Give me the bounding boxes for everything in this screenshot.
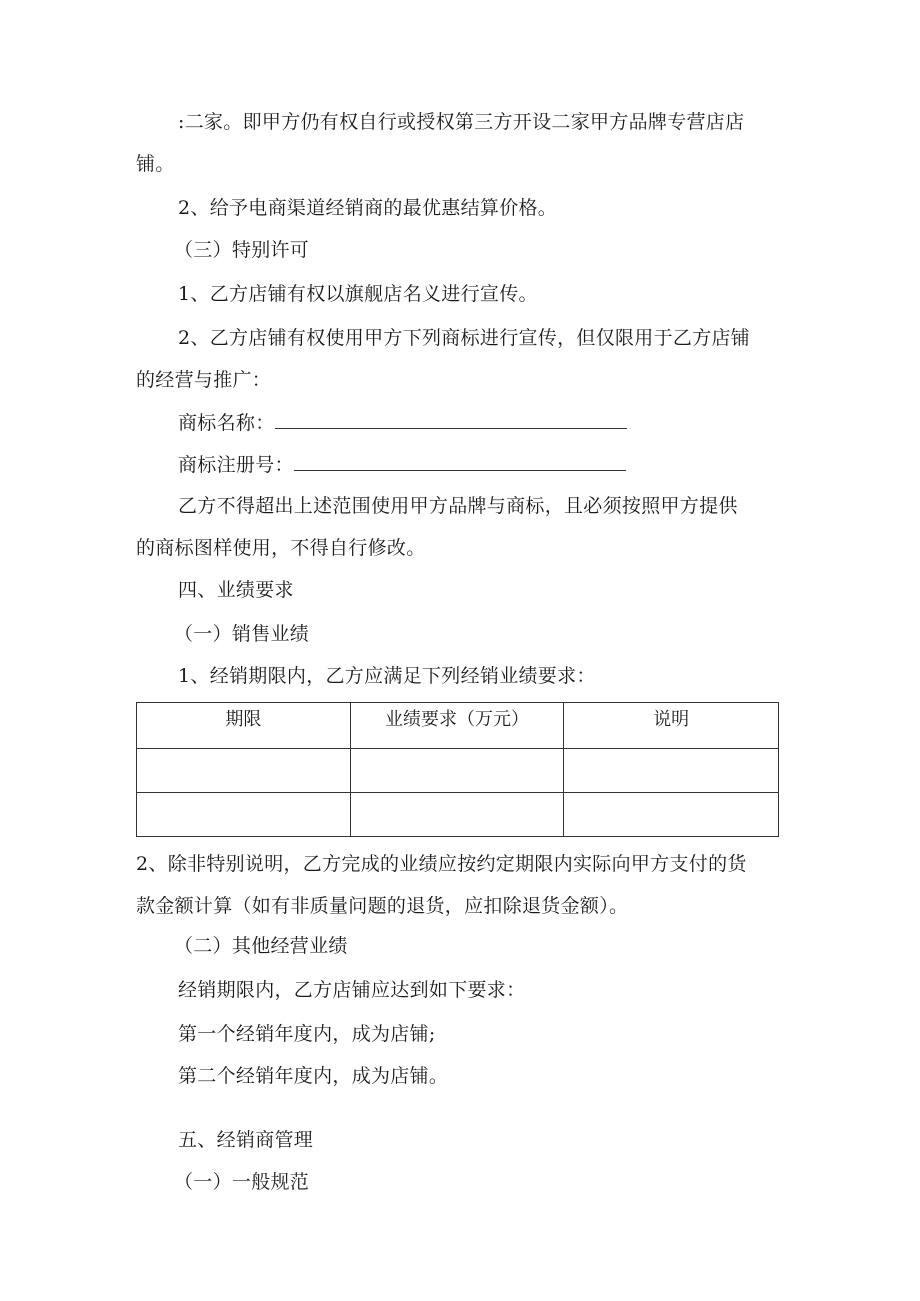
paragraph-line: 铺。 [136,153,175,175]
trademark-number-label: 商标注册号： [178,454,294,476]
paragraph-line: 2、乙方店铺有权使用甲方下列商标进行宣传，但仅限用于乙方店铺 [178,327,751,349]
subsection-heading: （一）销售业绩 [174,623,310,645]
paragraph-line: 第一个经销年度内，成为店铺; [178,1023,436,1045]
section-heading: 四、业绩要求 [178,579,294,601]
performance-table [136,702,779,837]
table-cell [564,793,779,837]
table-row [137,793,779,837]
section-heading: 五、经销商管理 [178,1129,314,1151]
table-cell [564,749,779,793]
paragraph-line: 经销期限内，乙方店铺应达到如下要求： [178,979,526,1001]
trademark-number-row [178,452,626,477]
trademark-name-blank [275,410,627,429]
table-header-period: 期限 [137,703,351,749]
paragraph-line: 第二个经销年度内，成为店铺。 [178,1065,449,1087]
trademark-name-row [178,410,627,435]
paragraph-line: 2、给予电商渠道经销商的最优惠结算价格。 [178,197,558,219]
subsection-heading: （一）一般规范 [174,1171,310,1193]
section-heading: （三）特别许可 [174,239,310,261]
paragraph-line: 的商标图样使用，不得自行修改。 [136,537,426,559]
paragraph-line: 的经营与推广： [136,369,272,391]
paragraph-line: 1、乙方店铺有权以旗舰店名义进行宣传。 [178,283,538,305]
table-row [137,749,779,793]
table-header-target: 业绩要求（万元） [350,703,564,749]
trademark-number-blank [294,452,626,471]
table-cell [137,749,351,793]
paragraph-line: 2、除非特别说明，乙方完成的业绩应按约定期限内实际向甲方支付的货 [136,853,747,875]
table-header-note: 说明 [564,703,779,749]
trademark-name-label: 商标名称： [178,412,275,434]
subsection-heading: （二）其他经营业绩 [174,935,348,957]
paragraph-line: :二家。即甲方仍有权自行或授权第三方开设二家甲方品牌专营店店 [178,111,745,133]
table-header-row [137,703,779,749]
paragraph-line: 款金额计算（如有非质量问题的退货，应扣除退货金额）。 [136,895,629,917]
table-cell [350,749,564,793]
table-cell [137,793,351,837]
paragraph-line: 乙方不得超出上述范围使用甲方品牌与商标，且必须按照甲方提供 [178,495,738,517]
table-cell [350,793,564,837]
paragraph-line: 1、经销期限内，乙方应满足下列经销业绩要求： [178,665,596,687]
